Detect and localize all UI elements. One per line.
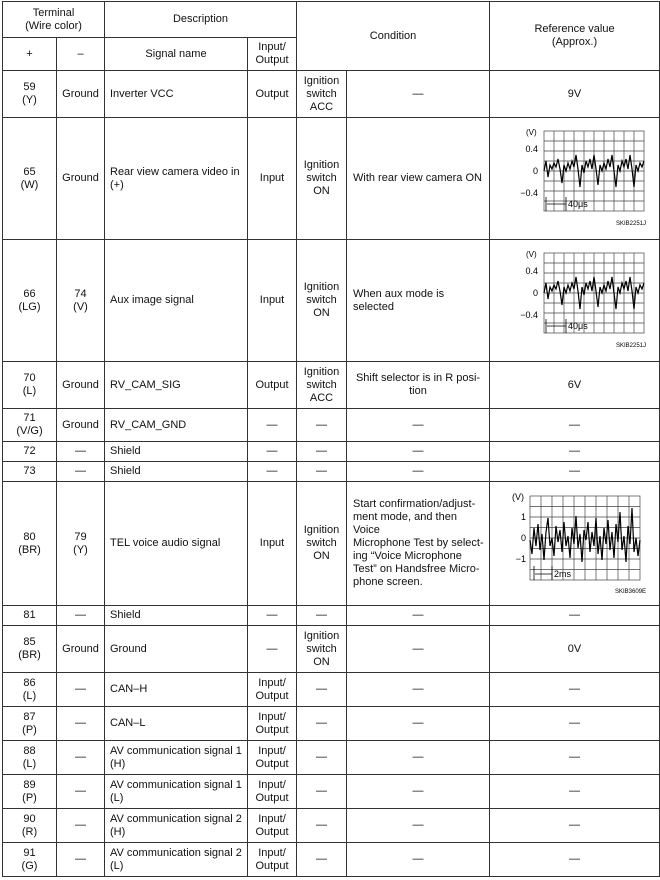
- scope-time-label: 2ms: [553, 568, 571, 579]
- table-row: 66 (LG) 74 (V) Aux image signal Input Ignition switch ON When aux mode is selected (V) 0.4 0 −0.4 40μs SKIB2251J: [3, 240, 660, 362]
- table-row: 80 (BR) 79 (Y) TEL voice audio signal Input Ignition switch ON Start confirmation/adjust- ment mode, and then Voice Microphone Test by select- ing “Voice Microphone Test” on Handsfree Micro- phone screen. (V) 1 0 −1 2ms SKIB3609E: [3, 482, 660, 606]
- aux-waveform: [490, 240, 660, 362]
- scope-tick: −0.4: [519, 187, 538, 198]
- scope-tick: 0: [532, 287, 538, 298]
- condition-header: Condition: [297, 2, 490, 71]
- table-row: 65 (W) Ground Rear view camera video in (+) Input Ignition switch ON With rear view camera ON (V) 0.4 0 −0.4 40μs SKIB2251J: [3, 118, 660, 240]
- table-row: 73 — Shield — — — —: [3, 462, 660, 482]
- description-header: Description: [105, 2, 297, 38]
- plus-header: +: [3, 38, 57, 71]
- scope-unit-label: (V): [525, 249, 537, 259]
- terminal-table: [2, 1, 660, 877]
- table-row: 89 (P) — AV communication signal 1 (L) Input/ Output — — —: [3, 775, 660, 809]
- scope-tick: 0.4: [525, 265, 538, 276]
- terminal-header: Terminal (Wire color): [3, 2, 105, 38]
- table-row: 90 (R) — AV communication signal 2 (H) Input/ Output — — —: [3, 809, 660, 843]
- table-row: 85 (BR) Ground Ground — Ignition switch ON — 0V: [3, 626, 660, 673]
- table-row: 71 (V/G) Ground RV_CAM_GND — — — —: [3, 409, 660, 442]
- scope-time-label: 40μs: [567, 320, 588, 331]
- scope-tick: −1: [515, 553, 526, 564]
- scope-tick: −0.4: [519, 309, 538, 320]
- scope-tick: 1: [520, 511, 526, 522]
- figure-code: SKIB2251J: [615, 220, 646, 227]
- scope-unit-label: (V): [511, 491, 524, 502]
- minus-header: –: [57, 38, 105, 71]
- rear-camera-waveform: [490, 118, 660, 240]
- waveform-oscilloscope: [500, 125, 650, 233]
- table-row: 81 — Shield — — — —: [3, 606, 660, 626]
- scope-tick: 0: [520, 532, 526, 543]
- scope-time-label: 40μs: [567, 198, 588, 209]
- tel-voice-waveform: [490, 482, 660, 606]
- figure-code: SKIB3609E: [614, 588, 646, 595]
- reference-header: Reference value (Approx.): [490, 2, 660, 71]
- table-row: 59 (Y) Ground Inverter VCC Output Ignition switch ACC — 9V: [3, 71, 660, 118]
- table-row: 91 (G) — AV communication signal 2 (L) Input/ Output — — —: [3, 843, 660, 877]
- waveform-oscilloscope: [500, 247, 650, 355]
- table-row: 72 — Shield — — — —: [3, 442, 660, 462]
- io-header: Input/ Output: [248, 38, 297, 71]
- waveform-oscilloscope: [500, 488, 650, 600]
- table-row: 88 (L) — AV communication signal 1 (H) Input/ Output — — —: [3, 741, 660, 775]
- figure-code: SKIB2251J: [615, 342, 646, 349]
- table-row: 87 (P) — CAN–L Input/ Output — — —: [3, 707, 660, 741]
- scope-tick: 0.4: [525, 143, 538, 154]
- scope-unit-label: (V): [525, 127, 537, 137]
- table-row: 70 (L) Ground RV_CAM_SIG Output Ignition switch ACC Shift selector is in R posi- tion 6V: [3, 362, 660, 409]
- table-row: 86 (L) — CAN–H Input/ Output — — —: [3, 673, 660, 707]
- scope-tick: 0: [532, 165, 538, 176]
- signal-name-header: Signal name: [105, 38, 248, 71]
